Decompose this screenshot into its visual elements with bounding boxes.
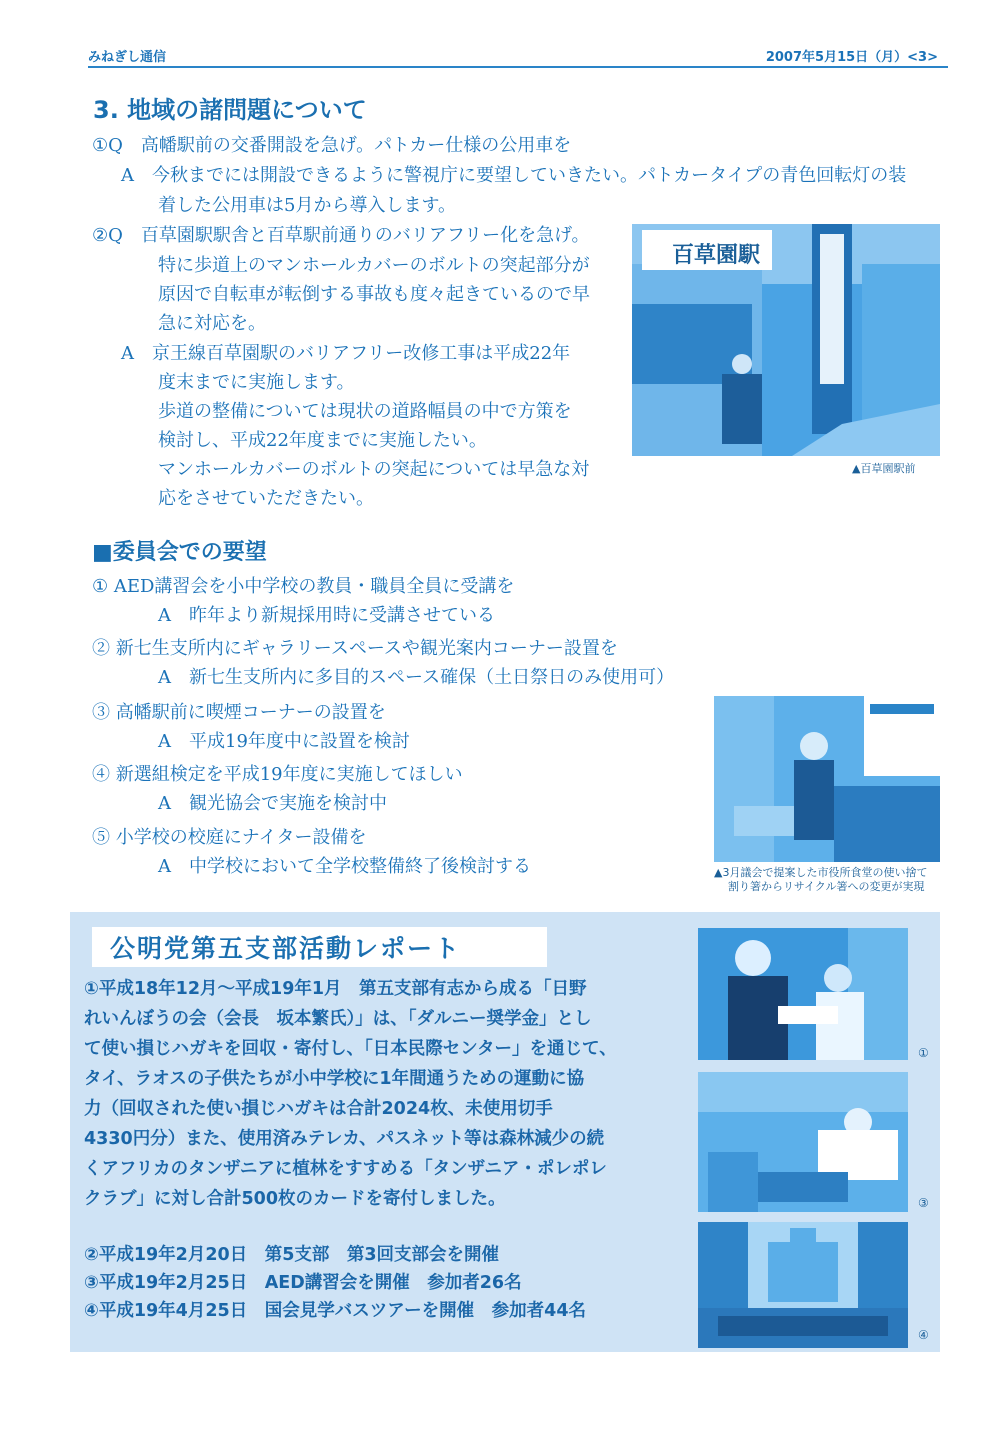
qa-line: 着した公用車は5月から導入します。 — [158, 195, 457, 216]
photo-number: ④ — [918, 1328, 929, 1342]
section-title-committee-requests: ■委員会での要望 — [92, 540, 267, 565]
cafeteria-caption-1: ▲3月議会で提案した市役所食堂の使い捨て — [714, 866, 928, 879]
section-title-regional-issues: 3. 地域の諸問題について — [93, 96, 367, 124]
report-event: ②平成19年2月20日 第5支部 第3回支部会を開催 — [84, 1245, 500, 1265]
photo-number: ③ — [918, 1196, 929, 1210]
answer-line: A 中学校において全学校整備終了後検討する — [158, 856, 531, 877]
report-photo-4 — [698, 1222, 908, 1348]
report-photo-1 — [698, 928, 908, 1060]
page-header — [88, 40, 948, 68]
qa-line: A 今秋までには開設できるように警視庁に要望していきたい。パトカータイプの青色回転灯の装 — [121, 165, 907, 186]
header-rule — [88, 66, 948, 68]
qa-line: A 京王線百草園駅のバリアフリー改修工事は平成22年 — [121, 343, 571, 364]
station-photo-caption: ▲百草園駅前 — [852, 462, 916, 475]
report-event: ③平成19年2月25日 AED講習会を開催 参加者26名 — [84, 1273, 522, 1293]
request-line: ④ 新選組検定を平成19年度に実施してほしい — [92, 764, 463, 785]
report-line: 4330円分）また、使用済みテレカ、パスネット等は森林減少の続 — [84, 1129, 605, 1149]
qa-line: 応をさせていただきたい。 — [158, 488, 374, 509]
report-title: 公明党第五支部活動レポート — [110, 934, 462, 963]
answer-line: A 観光協会で実施を検討中 — [158, 793, 387, 814]
qa-line: 急に対応を。 — [158, 313, 266, 334]
qa-line: 原因で自転車が転倒する事故も度々起きているので早 — [158, 284, 590, 305]
report-line: ①平成18年12月～平成19年1月 第五支部有志から成る「日野 — [84, 979, 587, 999]
report-line: クラブ」に対し合計500枚のカードを寄付しました。 — [84, 1189, 506, 1209]
report-line: くアフリカのタンザニアに植林をすすめる「タンザニア・ポレポレ — [84, 1159, 607, 1179]
qa-line: 検討し、平成22年度までに実施したい。 — [158, 430, 487, 451]
issue-date-page: 2007年5月15日（月）<3> — [765, 50, 938, 65]
station-photo — [632, 224, 940, 456]
request-line: ⑤ 小学校の校庭にナイター設備を — [92, 827, 367, 848]
answer-line: A 新七生支所内に多目的スペース確保（土日祭日のみ使用可） — [158, 667, 675, 688]
report-line: て使い損じハガキを回収・寄付し、「日本民際センター」を通じて、 — [84, 1039, 617, 1059]
qa-line: 特に歩道上のマンホールカバーのボルトの突起部分が — [158, 255, 590, 276]
photo-number: ① — [918, 1046, 929, 1060]
report-photo-3 — [698, 1072, 908, 1212]
qa-line: マンホールカバーのボルトの突起については早急な対 — [158, 459, 590, 480]
qa-line: 歩道の整備については現状の道路幅員の中で方策を — [158, 401, 572, 422]
qa-line: ①Q 高幡駅前の交番開設を急げ。パトカー仕様の公用車を — [92, 135, 572, 156]
report-event: ④平成19年4月25日 国会見学バスツアーを開催 参加者44名 — [84, 1301, 587, 1321]
qa-line: 度末までに実施します。 — [158, 372, 355, 393]
request-line: ① AED講習会を小中学校の教員・職員全員に受講を — [92, 576, 515, 597]
qa-line: ②Q 百草園駅駅舎と百草駅前通りのバリアフリー化を急げ。 — [92, 225, 590, 246]
answer-line: A 平成19年度中に設置を検討 — [158, 731, 410, 752]
report-line: タイ、ラオスの子供たちが小中学校に1年間通うための運動に協 — [84, 1069, 585, 1089]
report-line: れいんぼうの会（会長 坂本繁氏）」は、「ダルニー奨学金」とし — [84, 1009, 592, 1029]
answer-line: A 昨年より新規採用時に受講させている — [158, 605, 495, 626]
cafeteria-caption-2: 割り箸からリサイクル箸への変更が実現 — [728, 880, 925, 893]
newsletter-name: みねぎし通信 — [88, 50, 167, 65]
request-line: ③ 高幡駅前に喫煙コーナーの設置を — [92, 702, 386, 723]
request-line: ② 新七生支所内にギャラリースペースや観光案内コーナー設置を — [92, 638, 618, 659]
report-line: 力（回収された使い損じハガキは合計2024枚、未使用切手 — [84, 1099, 553, 1119]
cafeteria-photo — [714, 696, 940, 862]
station-sign: 百草園駅 — [672, 243, 761, 268]
